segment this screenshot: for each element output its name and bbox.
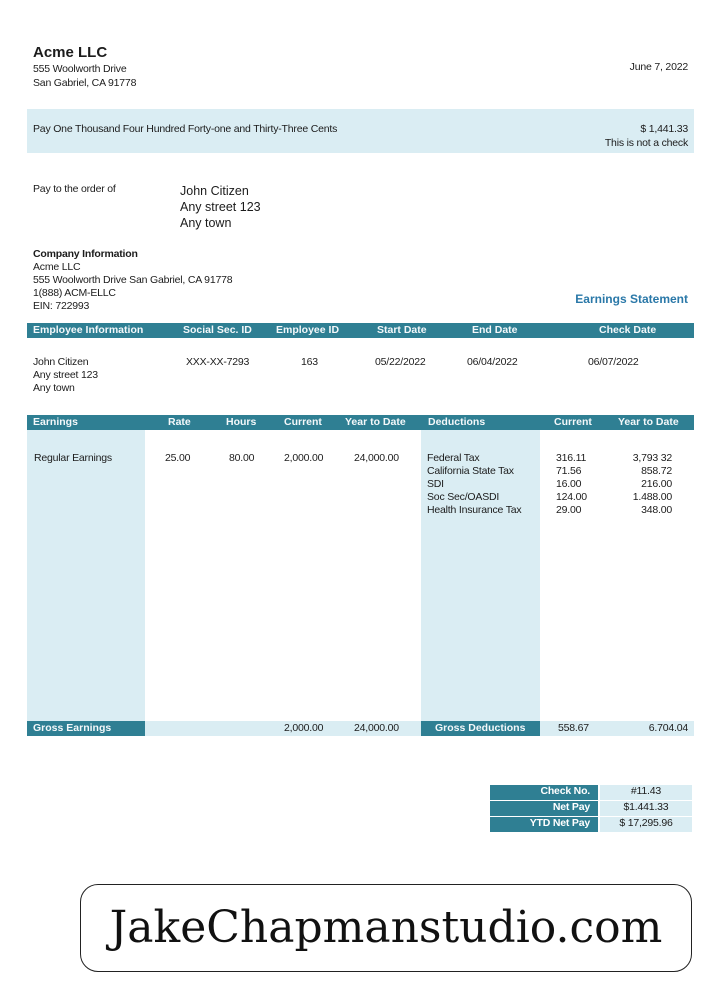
gross-deductions-label: Gross Deductions xyxy=(435,722,526,734)
pay-amount-figure: $ 1,441.33 xyxy=(640,123,688,135)
col-rate: Rate xyxy=(168,416,191,428)
deduction-ytd-value: 858.72 xyxy=(641,465,672,477)
company-address-line1: 555 Woolworth Drive xyxy=(33,63,127,75)
payee-street: Any street 123 xyxy=(180,200,261,214)
net-pay-summary xyxy=(490,785,692,832)
deduction-ytd-value: 216.00 xyxy=(641,478,672,490)
deduction-current-value: 29.00 xyxy=(556,504,582,516)
earnings-statement-title: Earnings Statement xyxy=(575,292,688,306)
employee-town: Any town xyxy=(33,382,75,394)
deduction-ytd-values xyxy=(633,452,672,517)
statement-date: June 7, 2022 xyxy=(629,61,688,73)
deduction-federal-tax: Federal Tax xyxy=(427,452,480,464)
deduction-sdi: SDI xyxy=(427,478,444,490)
gross-earnings-ytd: 24,000.00 xyxy=(354,722,399,734)
summary-label: YTD Net Pay xyxy=(490,817,598,832)
summary-row-ytd-net-pay xyxy=(490,817,692,832)
col-hours: Hours xyxy=(226,416,257,428)
employee-end-date: 06/04/2022 xyxy=(467,356,518,368)
employee-ssn: XXX-XX-7293 xyxy=(186,356,250,368)
earnings-hours: 80.00 xyxy=(229,452,255,464)
company-name: Acme LLC xyxy=(33,44,108,61)
deduction-current-values xyxy=(556,452,587,517)
employee-address-block xyxy=(33,356,98,395)
gross-earnings-label-cell xyxy=(27,721,145,736)
deduction-ytd-value: 1.488.00 xyxy=(632,491,672,503)
col-social-sec-id: Social Sec. ID xyxy=(183,324,252,336)
pay-to-order-label: Pay to the order of xyxy=(33,183,116,195)
summary-row-check-no xyxy=(490,785,692,800)
col-check-date: Check Date xyxy=(599,324,657,336)
deduction-current-value: 16.00 xyxy=(556,478,582,490)
watermark-banner: JakeChapmanstudio.com xyxy=(80,884,692,972)
payee-block xyxy=(180,183,261,231)
earnings-current: 2,000.00 xyxy=(284,452,324,464)
deduction-health-insurance: Health Insurance Tax xyxy=(427,504,522,516)
col-end-date: End Date xyxy=(472,324,518,336)
deduction-ytd-value: 3,793 32 xyxy=(632,452,672,464)
not-a-check-note: This is not a check xyxy=(604,137,688,149)
gross-deductions-label-cell xyxy=(421,721,540,736)
gross-earnings-label: Gross Earnings xyxy=(33,722,112,734)
col-earnings-ytd: Year to Date xyxy=(345,416,406,428)
deduction-soc-sec: Soc Sec/OASDI xyxy=(427,491,500,503)
col-earnings: Earnings xyxy=(33,416,78,428)
company-info-name: Acme LLC xyxy=(33,261,81,273)
employee-check-date: 06/07/2022 xyxy=(588,356,639,368)
company-address-line2: San Gabriel, CA 91778 xyxy=(33,77,137,89)
pay-amount-band xyxy=(27,109,694,153)
summary-row-net-pay xyxy=(490,801,692,816)
payee-town: Any town xyxy=(180,216,232,230)
summary-label: Net Pay xyxy=(490,801,598,816)
company-info-heading: Company Information xyxy=(33,248,138,260)
earnings-header xyxy=(27,415,694,430)
employee-id-value: 163 xyxy=(301,356,318,368)
col-deductions: Deductions xyxy=(428,416,486,428)
col-deductions-ytd: Year to Date xyxy=(618,416,679,428)
deduction-california-state-tax: California State Tax xyxy=(427,465,514,477)
employee-start-date: 05/22/2022 xyxy=(375,356,426,368)
company-info-ein: EIN: 722993 xyxy=(33,300,90,312)
company-info-address: 555 Woolworth Drive San Gabriel, CA 91778 xyxy=(33,274,233,286)
summary-value: #11.43 xyxy=(600,785,692,800)
deduction-current-value: 71.56 xyxy=(556,465,582,477)
deduction-current-value: 316.11 xyxy=(556,452,587,464)
deduction-ytd-value: 348.00 xyxy=(641,504,672,516)
pay-amount-words: Pay One Thousand Four Hundred Forty-one and Thirty-Three Cents xyxy=(33,123,338,135)
earnings-type-column-bg xyxy=(27,430,145,721)
deduction-current-value: 124.00 xyxy=(556,491,587,503)
gross-deductions-ytd: 6.704.04 xyxy=(648,722,688,734)
earnings-rate: 25.00 xyxy=(165,452,191,464)
col-earnings-current: Current xyxy=(284,416,322,428)
company-info-phone: 1(888) ACM-ELLC xyxy=(33,287,116,299)
employee-street: Any street 123 xyxy=(33,369,98,381)
deduction-names xyxy=(427,452,521,517)
col-deductions-current: Current xyxy=(554,416,592,428)
gross-deductions-current: 558.67 xyxy=(558,722,589,734)
earnings-ytd: 24,000.00 xyxy=(354,452,399,464)
earnings-type: Regular Earnings xyxy=(34,452,112,464)
company-info-block xyxy=(33,248,232,313)
employee-name: John Citizen xyxy=(33,356,89,368)
summary-value: $1.441.33 xyxy=(600,801,692,816)
summary-value: $ 17,295.96 xyxy=(600,817,692,832)
col-start-date: Start Date xyxy=(377,324,427,336)
summary-label: Check No. xyxy=(490,785,598,800)
col-employee-information: Employee Information xyxy=(33,324,144,336)
payee-name: John Citizen xyxy=(180,184,249,198)
gross-earnings-current: 2,000.00 xyxy=(284,722,324,734)
col-employee-id: Employee ID xyxy=(276,324,340,336)
employee-info-header xyxy=(27,323,694,338)
